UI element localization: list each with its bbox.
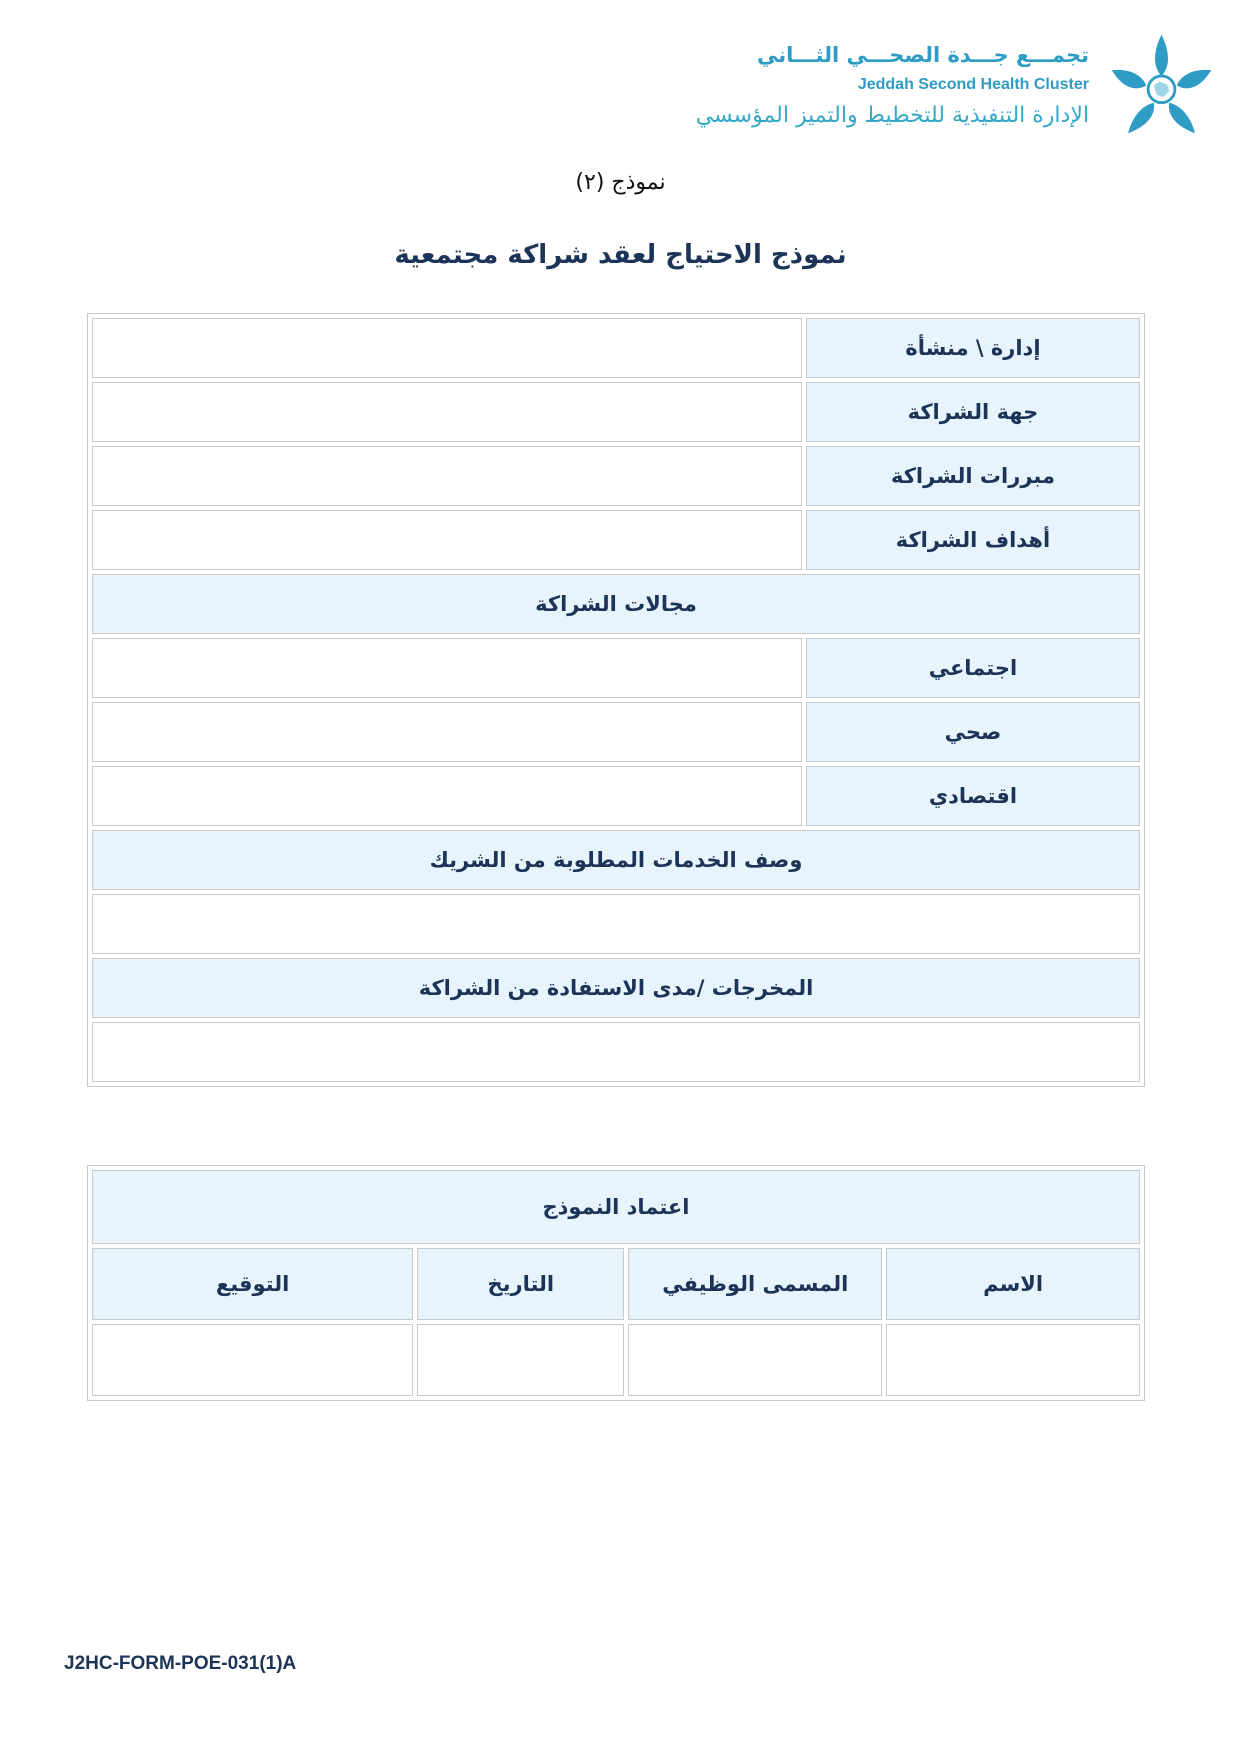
column-header-job-title: المسمى الوظيفي xyxy=(628,1248,882,1320)
field-label: اقتصادي xyxy=(806,766,1140,826)
partnership-need-table xyxy=(87,313,1145,1087)
economic-domain-field[interactable] xyxy=(92,766,802,826)
table-row xyxy=(92,318,1140,378)
column-header-name: الاسم xyxy=(886,1248,1140,1320)
domains-header: مجالات الشراكة xyxy=(92,574,1140,634)
signature-field[interactable] xyxy=(92,1324,413,1396)
department-facility-field[interactable] xyxy=(92,318,802,378)
health-domain-field[interactable] xyxy=(92,702,802,762)
department-name: الإدارة التنفيذية للتخطيط والتميز المؤسسي xyxy=(695,103,1089,128)
date-field[interactable] xyxy=(417,1324,624,1396)
table-row xyxy=(92,382,1140,442)
job-title-field[interactable] xyxy=(628,1324,882,1396)
approval-title: اعتماد النموذج xyxy=(92,1170,1140,1244)
partnership-justification-field[interactable] xyxy=(92,446,802,506)
field-label: اجتماعي xyxy=(806,638,1140,698)
outputs-header: المخرجات /مدى الاستفادة من الشراكة xyxy=(92,958,1140,1018)
table-row xyxy=(92,1248,1140,1320)
partner-entity-field[interactable] xyxy=(92,382,802,442)
field-label: إدارة \ منشأة xyxy=(806,318,1140,378)
table-row xyxy=(92,1170,1140,1244)
form-title: نموذج الاحتياج لعقد شراكة مجتمعية xyxy=(394,240,847,270)
field-label: مبررات الشراكة xyxy=(806,446,1140,506)
brand-english: Jeddah Second Health Cluster xyxy=(857,76,1089,93)
approval-table xyxy=(87,1165,1145,1401)
table-row xyxy=(92,766,1140,826)
column-header-date: التاريخ xyxy=(417,1248,624,1320)
form-code: J2HC-FORM-POE-031(1)A xyxy=(64,1653,297,1674)
form-number: نموذج (٢) xyxy=(575,170,666,195)
brand-arabic: تجمـــع جـــدة الصحـــي الثـــاني xyxy=(756,43,1089,67)
table-row xyxy=(92,958,1140,1018)
cluster-logo-icon xyxy=(1104,30,1219,140)
field-label: أهداف الشراكة xyxy=(806,510,1140,570)
column-header-signature: التوقيع xyxy=(92,1248,413,1320)
name-field[interactable] xyxy=(886,1324,1140,1396)
table-row xyxy=(92,702,1140,762)
table-row xyxy=(92,446,1140,506)
table-row xyxy=(92,894,1140,954)
services-header: وصف الخدمات المطلوبة من الشريك xyxy=(92,830,1140,890)
field-label: صحي xyxy=(806,702,1140,762)
field-label: جهة الشراكة xyxy=(806,382,1140,442)
table-row xyxy=(92,510,1140,570)
partnership-goals-field[interactable] xyxy=(92,510,802,570)
services-description-field[interactable] xyxy=(92,894,1140,954)
social-domain-field[interactable] xyxy=(92,638,802,698)
table-row xyxy=(92,638,1140,698)
table-row xyxy=(92,1324,1140,1396)
page-header xyxy=(659,25,1219,140)
table-row xyxy=(92,574,1140,634)
table-row xyxy=(92,830,1140,890)
table-row xyxy=(92,1022,1140,1082)
outputs-benefit-field[interactable] xyxy=(92,1022,1140,1082)
